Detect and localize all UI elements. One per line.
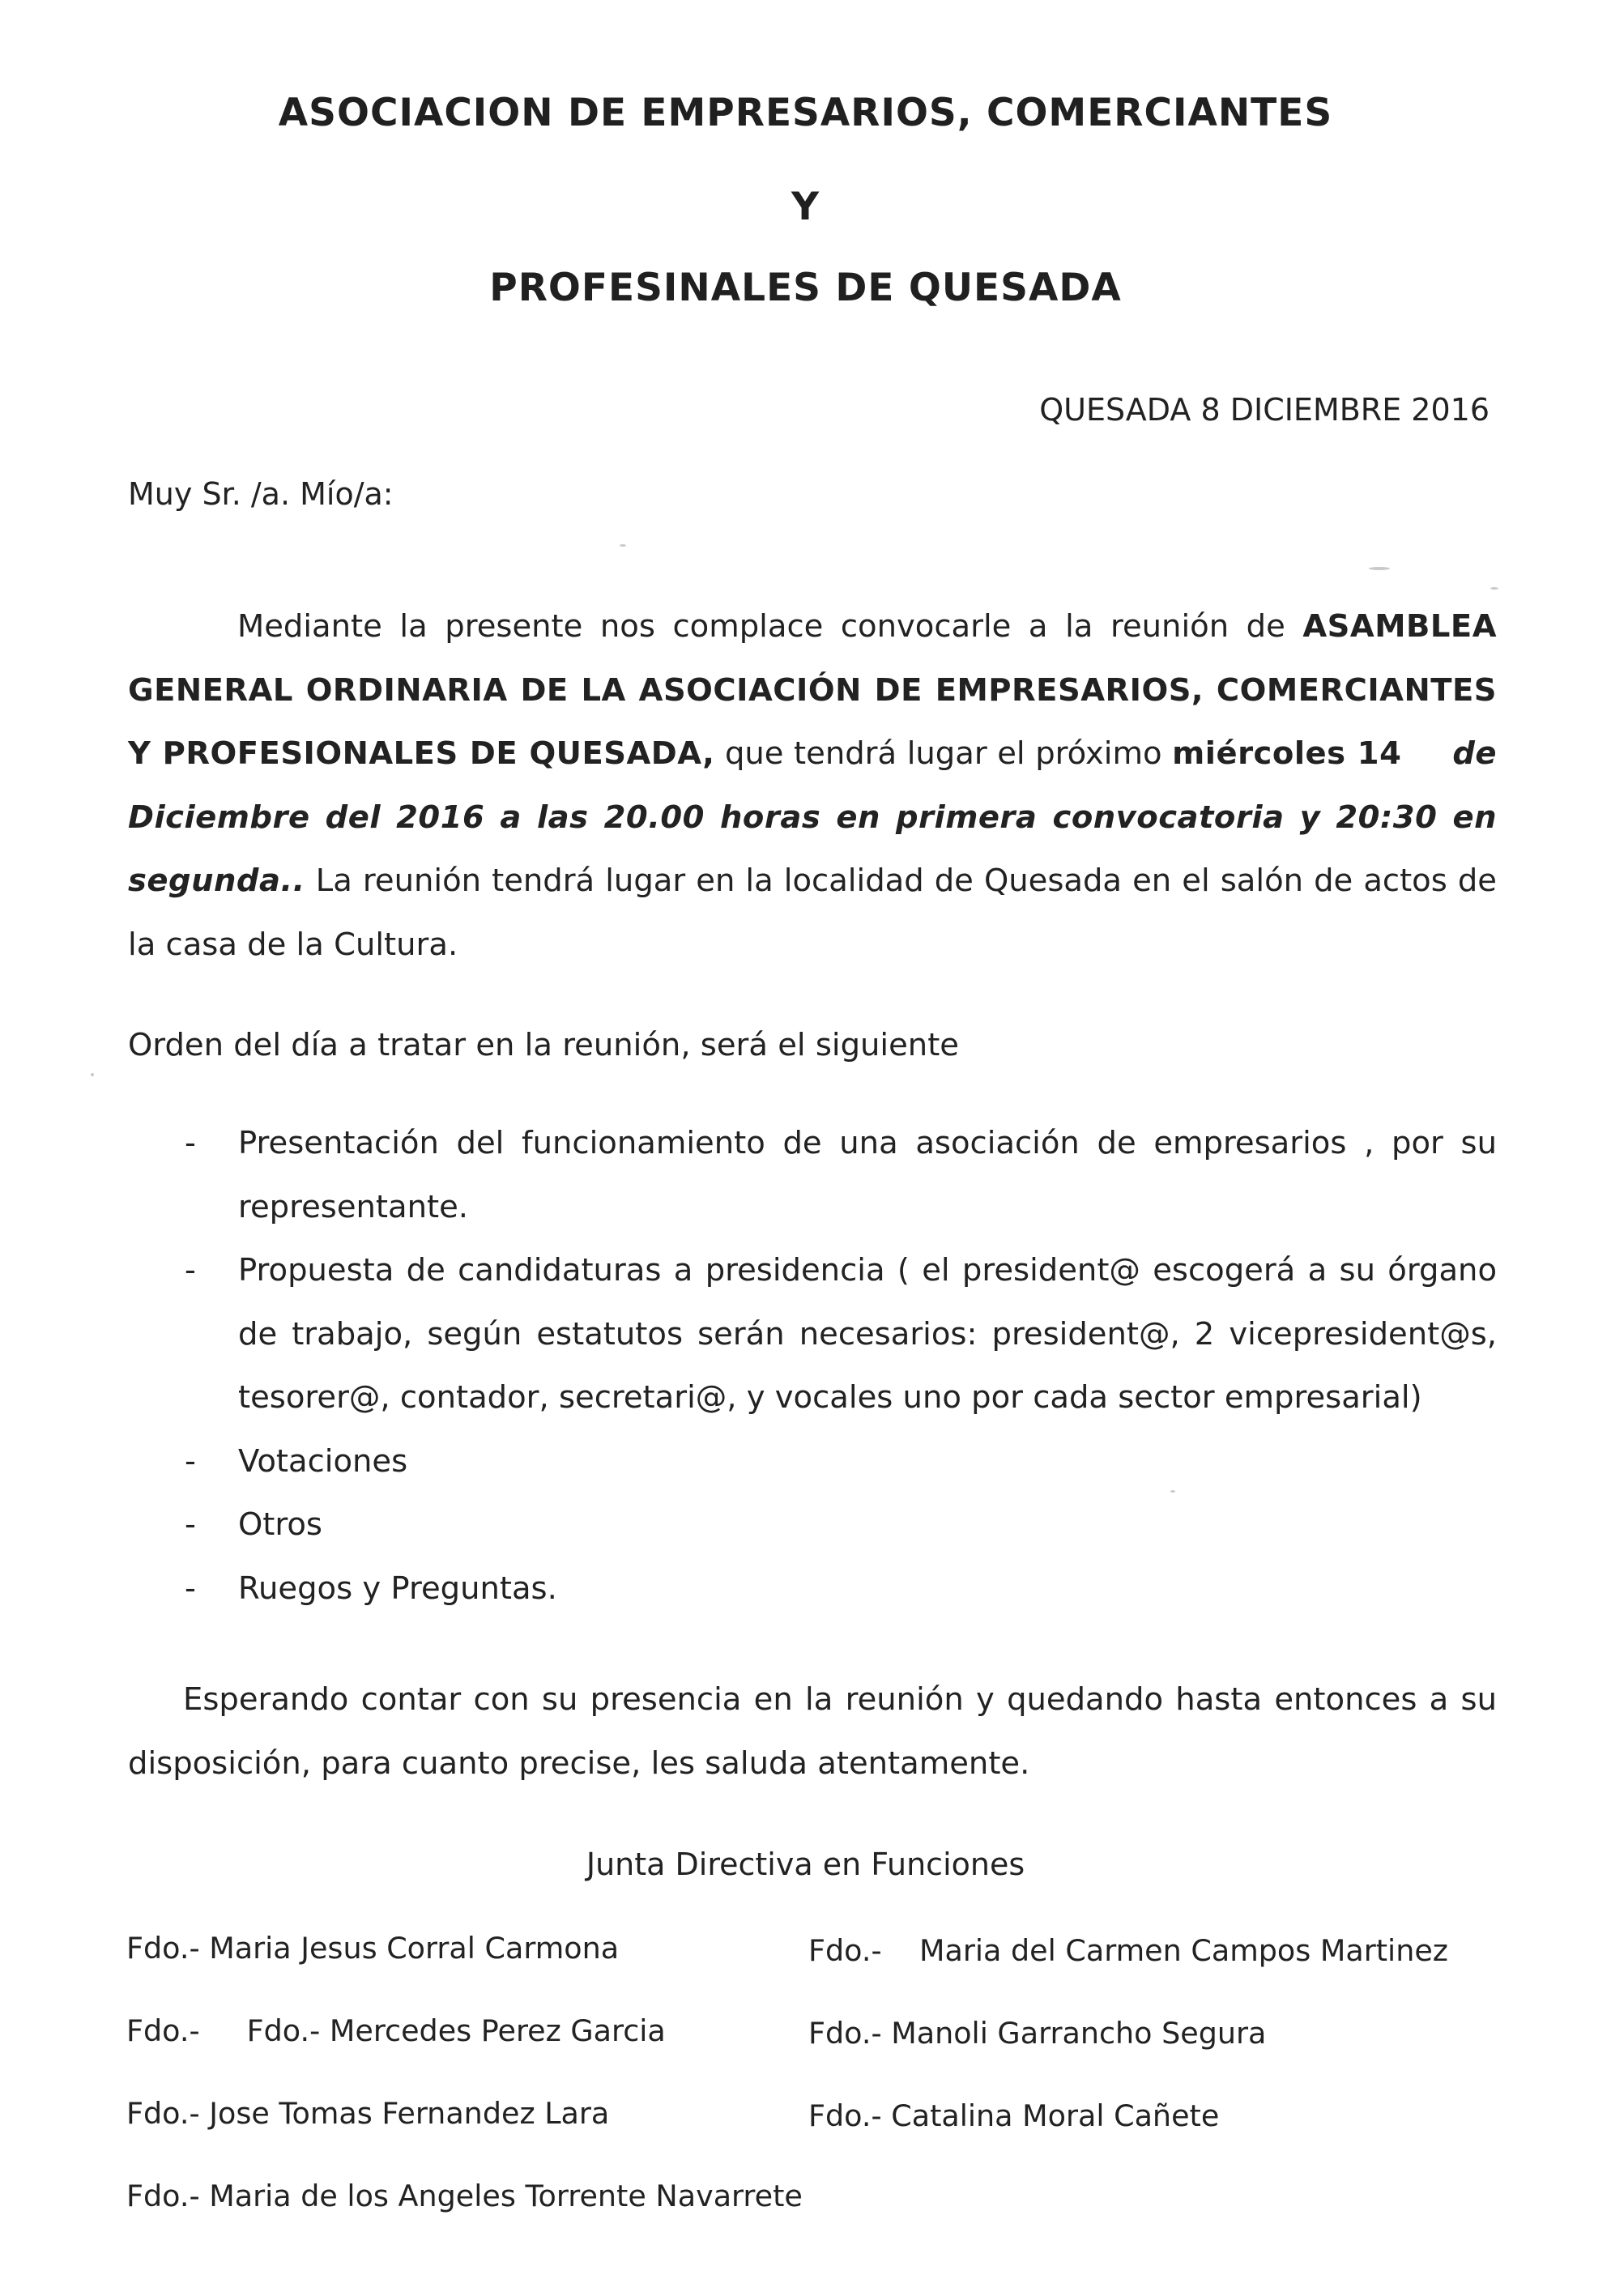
scan-speck (91, 1073, 94, 1076)
scan-speck (1170, 1490, 1175, 1493)
signature-line: Fdo.- Fdo.- Mercedes Perez Garcia (126, 2013, 666, 2048)
board-heading: Junta Directiva en Funciones (586, 1847, 1025, 1882)
agenda-list (128, 1112, 1497, 1621)
agenda-item (128, 1557, 1497, 1621)
agenda-item (128, 1239, 1497, 1430)
body-text-venue: La reunión tendrá lugar en la localidad de Quesada en el salón de actos de la casa de la Cultura. (128, 863, 1497, 963)
letter-date: QUESADA 8 DICIEMBRE 2016 (1039, 392, 1490, 428)
signature-line: Fdo.- Maria Jesus Corral Carmona (126, 1931, 620, 1966)
agenda-item (128, 1493, 1497, 1557)
body-text-assembly-name: ASAMBLEA GENERAL ORDINARIA DE LA ASOCIACIÓN DE EMPRESARIOS, COMERCIANTES Y PROFESIONALES DE QUESADA, (128, 608, 1497, 772)
agenda-item (128, 1112, 1497, 1239)
agenda-item-text: Propuesta de candidaturas a presidencia ( el president@ escogerá a su órgano de trabajo, según estatutos serán necesarios: president@, 2 vicepresident@s, tesorer@, contador, secretari@, y vocales uno por cada sector empresarial) (238, 1252, 1497, 1416)
body-text-intro: Mediante la presente nos complace convocarle a la reunión de (237, 608, 1303, 645)
header-title-line-2: Y (791, 185, 820, 229)
closing-paragraph (128, 1668, 1497, 1795)
salutation: Muy Sr. /a. Mío/a: (128, 476, 394, 512)
agenda-item-text: Votaciones (238, 1442, 408, 1480)
scan-speck (620, 544, 626, 547)
signature-line: Fdo.- Catalina Moral Cañete (808, 2098, 1220, 2133)
scan-speck (1490, 587, 1498, 590)
body-paragraph (128, 595, 1497, 977)
agenda-item-text: Presentación del funcionamiento de una asociación de empresarios , por su representante. (238, 1125, 1497, 1225)
agenda-item-text: Ruegos y Preguntas. (238, 1570, 557, 1607)
signature-line: Fdo.- Jose Tomas Fernandez Lara (126, 2096, 610, 2131)
closing-text: Esperando contar con su presencia en la reunión y quedando hasta entonces a su disposición, para cuanto precise, les saluda atentamente. (128, 1681, 1497, 1782)
agenda-item (128, 1430, 1497, 1494)
signature-line: Fdo.- Maria de los Angeles Torrente Navarrete (126, 2179, 803, 2213)
agenda-title: Orden del día a tratar en la reunión, será el siguiente (128, 1027, 959, 1063)
bullet-dash: - (185, 1570, 196, 1607)
signature-line: Fdo.- Manoli Garrancho Segura (808, 2016, 1267, 2051)
body-text-mid: que tendrá lugar el próximo (714, 735, 1173, 772)
scan-speck (1369, 567, 1390, 570)
body-text-weekday: miércoles 14 (1172, 735, 1402, 772)
bullet-dash: - (185, 1125, 196, 1161)
header-title-line-3: PROFESINALES DE QUESADA (489, 266, 1122, 310)
bullet-dash: - (185, 1506, 196, 1543)
bullet-dash: - (185, 1442, 196, 1480)
header-title-line-1: ASOCIACION DE EMPRESARIOS, COMERCIANTES (278, 91, 1333, 135)
body-text-schedule: de Diciembre del 2016 a las 20.00 horas en primera convocatoria y 20:30 en segunda.. (128, 735, 1498, 899)
signature-line: Fdo.- Maria del Carmen Campos Martinez (808, 1933, 1448, 1968)
agenda-item-text: Otros (238, 1506, 322, 1543)
bullet-dash: - (185, 1252, 196, 1289)
